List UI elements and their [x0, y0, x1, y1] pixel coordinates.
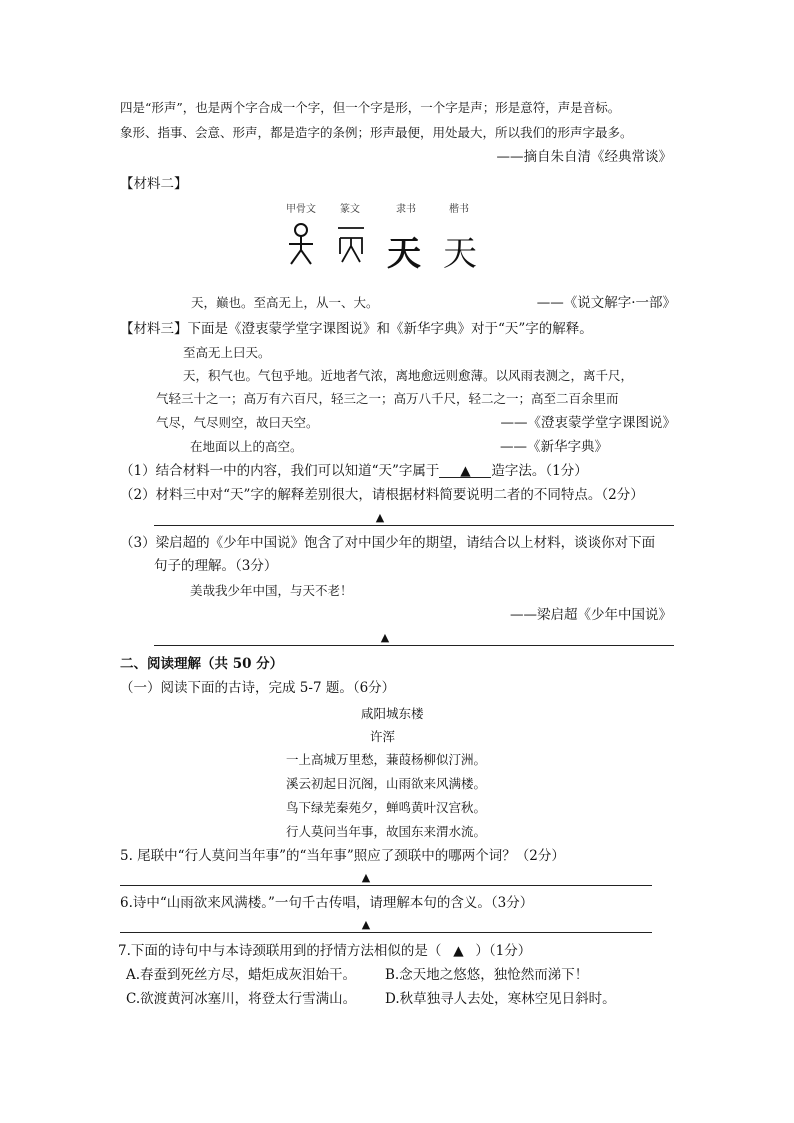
section2-subsection1: （一）阅读下面的古诗，完成 5-7 题。（6分）: [120, 680, 396, 696]
label-clerical-script: 隶书: [396, 204, 416, 215]
poem-line-3: 鸟下绿芜秦苑夕，蝉鸣黄叶汉宫秋。: [286, 800, 487, 815]
label-regular-script: 楷书: [449, 204, 469, 215]
question-1-answer-blank[interactable]: ▲: [439, 462, 491, 478]
question-7: [118, 942, 531, 960]
material1-source: ——摘自朱自清《经典常谈》: [496, 149, 672, 165]
poem-line-1: 一上高城万里愁，蒹葭杨柳似汀洲。: [286, 752, 487, 767]
question-7-option-d[interactable]: D.秋草独寻人去处，寒林空见日斜时。: [385, 991, 616, 1007]
clerical-script-tian-glyph: 天: [387, 234, 421, 274]
section2-title: 二、阅读理解（共 50 分）: [120, 656, 284, 672]
question-7-option-a[interactable]: A.春蚕到死丝方尽，蜡炬成灰泪始干。: [126, 967, 357, 983]
question-3-answer-line[interactable]: [154, 645, 674, 646]
question-5-answer-marker[interactable]: ▲: [361, 871, 371, 884]
material3-def2-line2: 气轻三十之一；高万有六百尺，轻三之一；高万八千尺，轻二之一；高至二百余里而: [156, 391, 619, 406]
question-7-option-c[interactable]: C.欲渡黄河冰塞川，将登太行雪满山。: [126, 991, 357, 1007]
question-5-answer-line[interactable]: [120, 885, 652, 886]
material3-def3: 在地面以上的高空。: [190, 439, 303, 454]
poem-title: 咸阳城东楼: [361, 706, 424, 721]
material2-heading: 【材料二】: [120, 176, 188, 192]
question-7-answer-marker[interactable]: ▲: [453, 943, 464, 959]
material3-def2-line3: 气尽，气尽则空，故曰天空。: [156, 415, 319, 430]
regular-script-tian-glyph: 天: [443, 234, 477, 274]
question-1-text-a: （1）结合材料一中的内容，我们可以知道“天”字属于: [120, 463, 440, 479]
question-3-line2: 句子的理解。（3分）: [154, 558, 278, 574]
poem-author: 许浑: [370, 729, 396, 744]
question-6: 6.诗中“山雨欲来风满楼。”一句千古传唱，请理解本句的含义。（3分）: [120, 895, 534, 911]
question-1: [120, 462, 588, 480]
question-7-option-b[interactable]: B.念天地之悠悠，独怆然而涕下！: [385, 967, 589, 983]
question-6-answer-line[interactable]: [120, 932, 652, 933]
material1-line1: 四是“形声”，也是两个字合成一个字，但一个字是形，一个字是声；形是意符，声是音标。: [120, 100, 621, 115]
label-oracle-bone: 甲骨文: [286, 204, 316, 215]
material3-def2-line1: 天，积气也。气包乎地。近地者气浓，离地愈远则愈薄。以风雨表测之，离千尺，: [183, 368, 634, 383]
material1-line2: 象形、指事、会意、形声，都是造字的条例；形声最便，用处最大，所以我们的形声字最多。: [120, 125, 633, 140]
material3-def1: 至高无上曰天。: [183, 345, 271, 360]
material3-source2: ——《新华字典》: [500, 439, 608, 455]
oracle-bone-tian-glyph: [287, 222, 315, 266]
question-2-answer-marker[interactable]: ▲: [375, 511, 385, 524]
question-7-text-b: ）（1分）: [475, 943, 532, 959]
shuowen-source: ——《说文解字·一部》: [536, 295, 676, 311]
material3-heading: 【材料三】下面是《澄衷蒙学堂字课图说》和《新华字典》对于“天”字的解释。: [120, 321, 593, 337]
question-7-text-a: 7.下面的诗句中与本诗颈联用到的抒情方法相似的是（: [118, 943, 442, 959]
question-2-answer-line[interactable]: [154, 525, 674, 526]
poem-line-4: 行人莫问当年事，故国东来渭水流。: [286, 824, 487, 839]
question-3-answer-marker[interactable]: ▲: [380, 631, 390, 644]
poem-line-2: 溪云初起日沉阁，山雨欲来风满楼。: [286, 776, 487, 791]
label-seal-script: 篆文: [340, 204, 360, 215]
question-6-answer-marker[interactable]: ▲: [361, 918, 371, 931]
question-3-line1: （3）梁启超的《少年中国说》饱含了对中国少年的期望，请结合以上材料，谈谈你对下面: [120, 535, 656, 551]
question-1-text-b: 造字法。（1分）: [491, 463, 588, 479]
seal-script-tian-glyph: [334, 224, 368, 264]
quote-source: ——梁启超《少年中国说》: [510, 607, 672, 623]
quote-text: 美哉我少年中国，与天不老！: [190, 583, 353, 598]
material3-source1: ——《澄衷蒙学堂字课图说》: [500, 415, 676, 431]
question-5: 5. 尾联中“行人莫问当年事”的“当年事”照应了颈联中的哪两个词？（2分）: [120, 848, 565, 864]
shuowen-text: 天，巅也。至高无上，从一、大。: [191, 295, 379, 310]
question-2: （2）材料三中对“天”字的解释差别很大，请根据材料简要说明二者的不同特点。（2分）: [120, 487, 644, 503]
